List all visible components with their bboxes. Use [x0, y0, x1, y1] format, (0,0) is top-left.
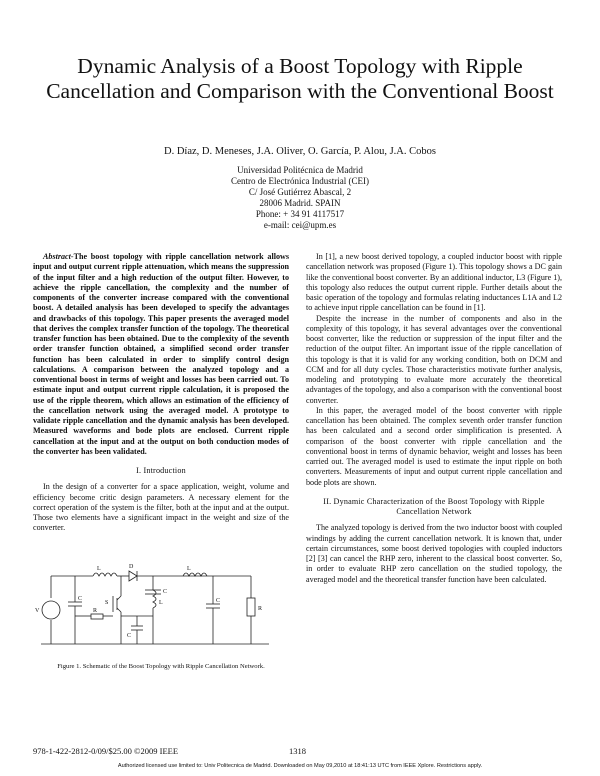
- label-d: D: [129, 563, 134, 570]
- footer-license-notice: Authorized licensed use limited to: Univ Politecnica de Madrid. Downloaded on May 09,2010 at 18:41:13 UTC from IEEE Xplore. Restrictions apply.: [117, 763, 483, 769]
- affiliation-line: 28006 Madrid. SPAIN: [259, 198, 341, 208]
- intro-paragraph: In the design of a converter for a space application, weight, volume and efficiency become critic design parameters. A necessary element for the correct operation of the system is the filter, both at the input and at the output. Those two elements have a significant impact in the weight and size of the converter.: [33, 482, 289, 533]
- label-c3: C: [127, 632, 132, 639]
- section-heading-introduction: I. Introduction: [136, 466, 186, 475]
- affiliation-line: Universidad Politécnica de Madrid: [237, 165, 363, 175]
- label-c2: C: [163, 588, 168, 595]
- affiliation-block: [30, 165, 570, 231]
- left-column: [33, 252, 289, 672]
- abstract-lead: Abstract-: [43, 252, 74, 261]
- label-cout: C: [216, 597, 221, 604]
- body-paragraph: In [1], a new boost derived topology, a coupled inductor boost with ripple cancellation network was proposed (Figure 1). This topology shows a DC gain like the conventional boost converter. By an additional inductor, L3 (Figure 1), this topology also reduces the output current ripple. Further details about the basic operation of the topology and formulas relating inductances L1A and L2 to achieve input ripple cancellation can be found in [1].: [306, 252, 562, 313]
- figure-1-schematic: [33, 540, 289, 660]
- abstract: [33, 252, 289, 457]
- footer-page-number: 1318: [289, 746, 306, 756]
- abstract-text: The boost topology with ripple cancellation network allows input and output current ripple attenuation, which means the suppression of the input filter and a high reduction of the output filter. However, to achieve the ripple cancellation, the complexity and the number of components of the converter increase compared with the conventional boost. A detailed analysis has been developed to specify the advantages and drawbacks of this topology. This paper presents the averaged model that derives the complex transfer function of the topology. The theoretical transfer function has been obtained. Due to the complexity of the seventh order transfer function obtained, a simplified second order transfer function has been calculated in order to simplify control design calculations. A comparison between the analyzed topology and a conventional boost in terms of weight and losses has been carried out. To estimate input and output current ripple calculation, it is proposed the use of the ripple theorem, which allows an estimation of the efficiency of the cancellation network using the averaged model. A prototype to validate ripple cancellation and the dynamic analysis has been developed. Measured waveforms and bode plots are enclosed. Current ripple cancellation at the input and at the output on both conduction modes of the converter has been validated.: [33, 252, 289, 456]
- body-paragraph: Despite the increase in the number of components and also in the complexity of this topology, it has several advantages over the conventional boost converter, like the reduction or suppression of the input filter and the reduction of the output filter. An important issue of the ripple cancellation of this topology is that it is valid for any working condition, both on DCM and CCM and for all duty cycles. Those characteristics motivate further analysis, modeling and prototyping to evaluate more accurately the theoretical advantages of the topology, and also a comparison with the conventional boost converter.: [306, 313, 562, 405]
- paper-title: Dynamic Analysis of a Boost Topology with Ripple Cancellation and Comparison with the Conventional Boost: [46, 54, 554, 103]
- affiliation-line: e-mail: cei@upm.es: [263, 220, 337, 230]
- footer-isbn: 978-1-422-2812-0/09/$25.00 ©2009 IEEE: [33, 746, 179, 756]
- label-c1: C: [78, 595, 83, 602]
- affiliation-line: Phone: + 34 91 4117517: [255, 209, 345, 219]
- label-l1: L: [97, 565, 101, 572]
- section-heading-dynamic-characterization: II. Dynamic Characterization of the Boost Topology with Ripple Cancellation Network: [323, 496, 545, 516]
- author-list: D. Díaz, D. Meneses, J.A. Oliver, O. García, P. Alou, J.A. Cobos: [164, 146, 436, 157]
- right-column: [306, 252, 562, 585]
- label-r: R: [258, 605, 263, 612]
- label-vin: V: [35, 607, 40, 614]
- schematic-svg: [33, 540, 289, 660]
- affiliation-line: C/ José Gutiérrez Abascal, 2: [248, 187, 352, 197]
- figure-1-caption: Figure 1. Schematic of the Boost Topology with Ripple Cancellation Network.: [57, 662, 265, 670]
- label-r1: R: [93, 607, 98, 614]
- body-paragraph: In this paper, the averaged model of the boost converter with ripple cancellation has been obtained. The complex seventh order transfer function has been calculated and a second order simplification is presented. A comparison of the boost converter with ripple cancellation and the conventional boost in terms of dynamic behavior, weight and losses has been carried out. The averaged model is used to estimate the input ripple on both converters. Measurements of input and output current ripple cancellation and bode plots are shown.: [306, 405, 562, 487]
- label-s: S: [105, 599, 109, 606]
- body-paragraph: The analyzed topology is derived from the two inductor boost with coupled windings by adding the current cancellation network. It is known that, under certain circumstances, some boost derived topologies with coupled inductors [2] [3] can cancel the RHP zero, inherent to the classical boost converter. So, in order to evaluate RHP zero cancellation on the studied topology, the averaged model and the theoretical transfer function have been calculated.: [306, 523, 562, 584]
- label-l2: L: [159, 599, 163, 606]
- label-l3: L: [187, 565, 191, 572]
- affiliation-line: Centro de Electrónica Industrial (CEI): [231, 176, 369, 186]
